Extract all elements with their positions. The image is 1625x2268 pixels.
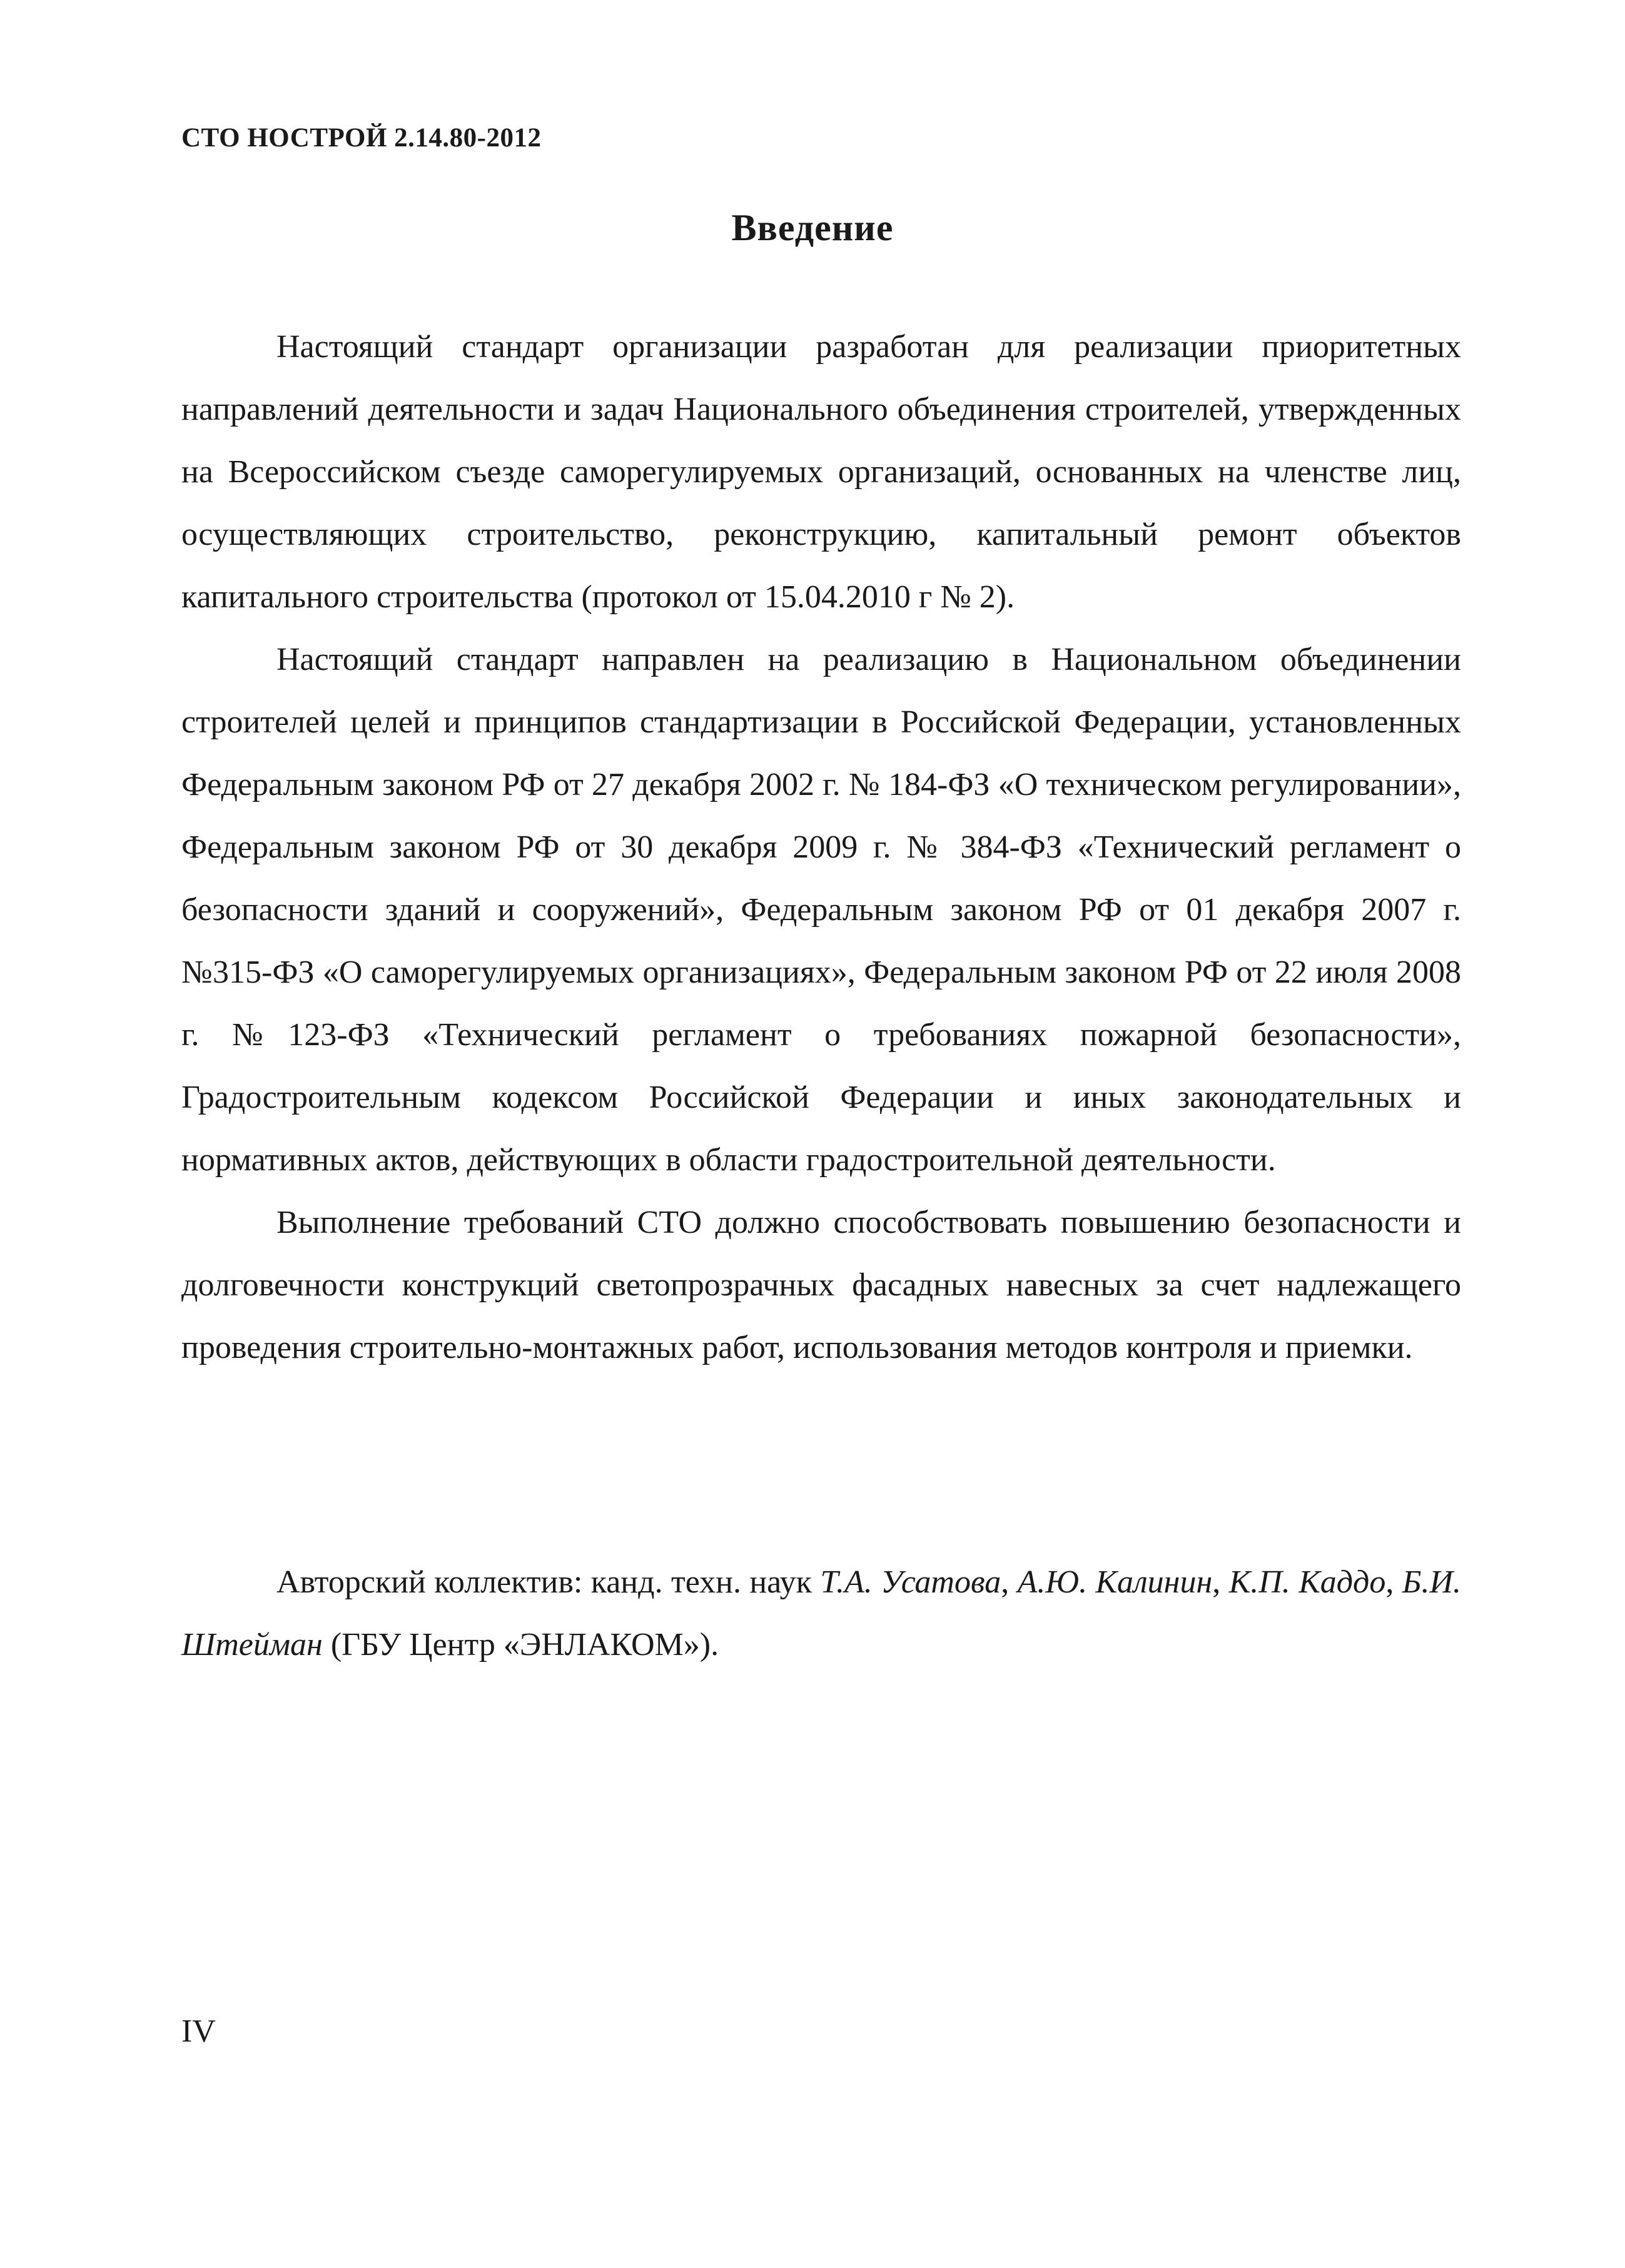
paragraph-purpose: Настоящий стандарт организации разработан для реализации приоритетных направлений деятельности и задач Национального объединения строителей, утвержденных на Всероссийском съезде саморегулируемых организаций, основанных на членстве лиц, осуществляющих строительство, реконструкцию, капитальный ремонт объектов капитального строительства (протокол от 15.04.2010 г № 2). [181, 329, 1461, 615]
author-name: А.Ю. Калинин [1017, 1564, 1213, 1600]
paragraph-requirements: Выполнение требований СТО должно способствовать повышению безопасности и долговечности конструкций светопрозрачных фасадных навесных за счет надлежащего проведения строительно-монтажных работ, использования методов контроля и приемки. [181, 1205, 1461, 1365]
authors-separator: , [1212, 1564, 1229, 1600]
introduction-body [181, 316, 1461, 1379]
authors-organization: (ГБУ Центр «ЭНЛАКОМ»). [322, 1627, 719, 1663]
authors-paragraph [181, 1551, 1461, 1676]
section-title: Введение [731, 207, 894, 248]
authors-block [181, 1551, 1461, 1676]
author-name: Б.И. Штейман [181, 1564, 1462, 1663]
document-code-header: СТО НОСТРОЙ 2.14.80-2012 [181, 123, 542, 153]
author-name: Т.А. Усатова [820, 1564, 1001, 1600]
author-name: К.П. Каддо [1228, 1564, 1386, 1600]
authors-separator: , [1001, 1564, 1018, 1600]
authors-separator: , [1385, 1564, 1402, 1600]
authors-prefix: Авторский коллектив: канд. техн. наук [276, 1564, 821, 1600]
paragraph-legal-basis: Настоящий стандарт направлен на реализацию в Национальном объединении строителей целей и принципов стандартизации в Российской Федерации, установленных Федеральным законом РФ от 27 декабря 2002 г. № 184-ФЗ «О техническом регулировании», Федеральным законом РФ от 30 декабря 2009 г. № 384-ФЗ «Технический регламент о безопасности зданий и сооружений», Федеральным законом РФ от 01 декабря 2007 г. №315-ФЗ «О саморегулируемых организациях», Федеральным законом РФ от 22 июля 2008 г. №123-ФЗ «Технический регламент о требованиях пожарной безопасности», Градостроительным кодексом Российской Федерации и иных законодательных и нормативных актов, действующих в области градостроительной деятельности. [181, 642, 1461, 1178]
page-number: IV [181, 2013, 216, 2049]
